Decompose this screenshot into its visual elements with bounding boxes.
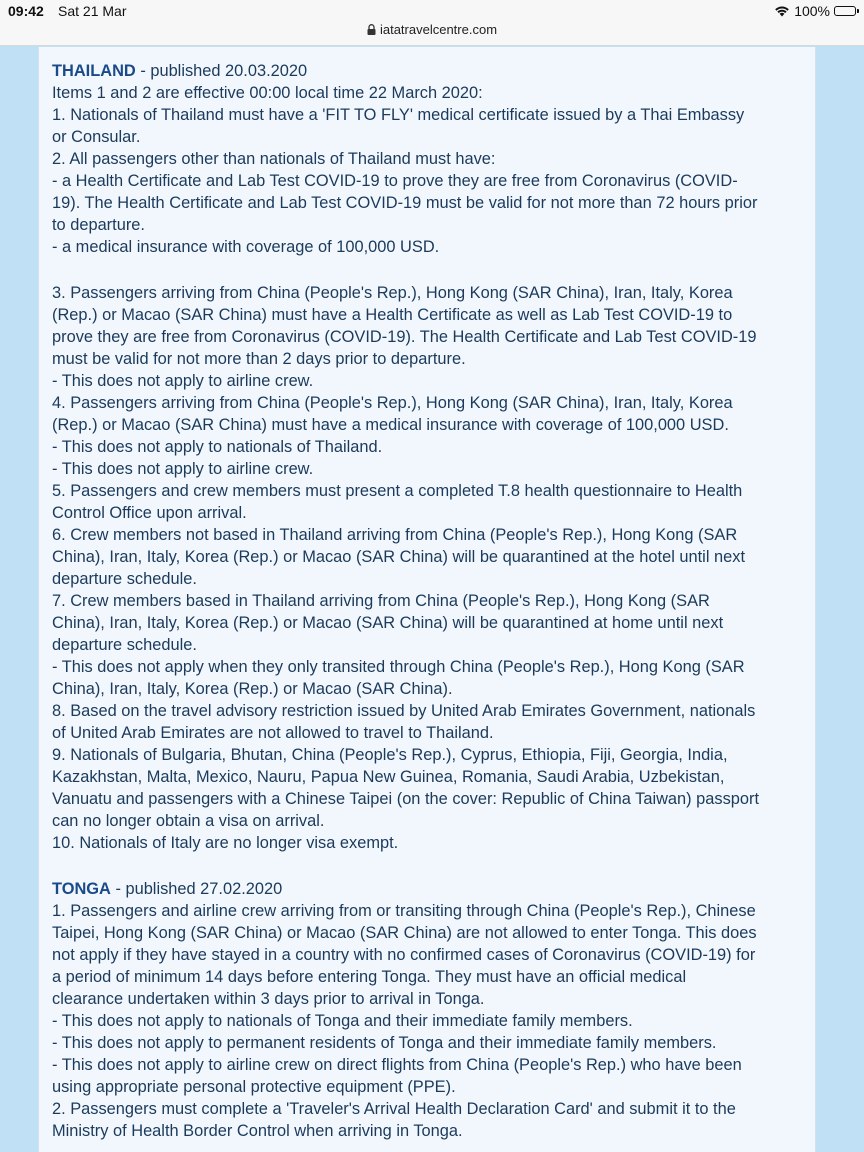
content-line <box>52 258 815 282</box>
content-line: 10. Nationals of Italy are no longer visa exempt. <box>52 834 399 852</box>
content-line: clearance undertaken within 3 days prior to arrival in Tonga. <box>52 990 485 1008</box>
content-line: to departure. <box>52 216 145 234</box>
content-line: can no longer obtain a visa on arrival. <box>52 812 325 830</box>
content-line: (Rep.) or Macao (SAR China) must have a medical insurance with coverage of 100,000 USD. <box>52 416 729 434</box>
content-line: Vanuatu and passengers with a Chinese Taipei (on the cover: Republic of China Taiwan) passport <box>52 790 760 808</box>
country-name: THAILAND <box>52 62 136 80</box>
published-date: - published 27.02.2020 <box>110 880 283 898</box>
content-line: - This does not apply to nationals of Tonga and their immediate family members. <box>52 1012 633 1030</box>
content-line: 7. Crew members based in Thailand arriving from China (People's Rep.), Hong Kong (SAR <box>52 592 710 610</box>
content-line: must be valid for not more than 2 days prior to departure. <box>52 350 466 368</box>
content-line: (Rep.) or Macao (SAR China) must have a Health Certificate as well as Lab Test COVID-19 to <box>52 306 733 324</box>
content-line: 5. Passengers and crew members must present a completed T.8 health questionnaire to Health <box>52 482 743 500</box>
status-date: Sat 21 Mar <box>58 3 127 19</box>
content-line: China), Iran, Italy, Korea (Rep.) or Macao (SAR China). <box>52 680 453 698</box>
published-date: - published 20.03.2020 <box>135 62 308 80</box>
status-time: 09:42 <box>8 3 44 19</box>
content-line: 1. Nationals of Thailand must have a 'FIT TO FLY' medical certificate issued by a Thai Embassy <box>52 106 745 124</box>
content-line: Ministry of Health Border Control when arriving in Tonga. <box>52 1122 463 1140</box>
url-text: iatatravelcentre.com <box>379 22 498 37</box>
content-line: of United Arab Emirates are not allowed to travel to Thailand. <box>52 724 494 742</box>
content-line: prove they are free from Coronavirus (COVID-19). The Health Certificate and Lab Test COVID-19 <box>52 328 757 346</box>
status-bar <box>0 0 864 46</box>
battery-icon <box>834 6 856 16</box>
content-line: 3. Passengers arriving from China (People's Rep.), Hong Kong (SAR China), Iran, Italy, Korea <box>52 284 733 302</box>
content-line: - This does not apply to permanent residents of Tonga and their immediate family members. <box>52 1034 717 1052</box>
content-line: - This does not apply to airline crew. <box>52 372 314 390</box>
wifi-icon <box>774 5 790 17</box>
status-right <box>774 3 856 19</box>
battery-percent: 100% <box>794 3 830 19</box>
page-content <box>38 47 816 1152</box>
content-line <box>52 854 815 878</box>
content-line: 1. Passengers and airline crew arriving from or transiting through China (People's Rep.), Chinese <box>52 902 756 920</box>
content-line: 9. Nationals of Bulgaria, Bhutan, China (People's Rep.), Cyprus, Ethiopia, Fiji, Georgia, India, <box>52 746 728 764</box>
section-heading <box>52 878 815 900</box>
content-line: - This does not apply to nationals of Thailand. <box>52 438 383 456</box>
content-line: Taipei, Hong Kong (SAR China) or Macao (SAR China) are not allowed to enter Tonga. This does <box>52 924 757 942</box>
content-line: Control Office upon arrival. <box>52 504 247 522</box>
content-line: China), Iran, Italy, Korea (Rep.) or Macao (SAR China) will be quarantined at the hotel until next <box>52 548 745 566</box>
content-line: - This does not apply to airline crew on direct flights from China (People's Rep.) who have been <box>52 1056 742 1074</box>
content-line: 8. Based on the travel advisory restriction issued by United Arab Emirates Government, nationals <box>52 702 756 720</box>
content-line: 2. Passengers must complete a 'Traveler's Arrival Health Declaration Card' and submit it to the <box>52 1100 736 1118</box>
content-line: departure schedule. <box>52 570 197 588</box>
content-line: 2. All passengers other than nationals of Thailand must have: <box>52 150 496 168</box>
address-bar[interactable] <box>0 22 864 37</box>
content-line: - a medical insurance with coverage of 100,000 USD. <box>52 238 440 256</box>
section-heading <box>52 60 815 82</box>
content-line: Items 1 and 2 are effective 00:00 local time 22 March 2020: <box>52 84 483 102</box>
content-line: China), Iran, Italy, Korea (Rep.) or Macao (SAR China) will be quarantined at home until next <box>52 614 724 632</box>
content-line: or Consular. <box>52 128 141 146</box>
content-line: not apply if they have stayed in a country with no confirmed cases of Coronavirus (COVID-19) for <box>52 946 756 964</box>
content-line: - This does not apply to airline crew. <box>52 460 314 478</box>
content-line: a period of minimum 14 days before entering Tonga. They must have an official medical <box>52 968 687 986</box>
content-line: - a Health Certificate and Lab Test COVID-19 to prove they are free from Coronavirus (COVID- <box>52 172 738 190</box>
content-line: 6. Crew members not based in Thailand arriving from China (People's Rep.), Hong Kong (SAR <box>52 526 738 544</box>
content-line: departure schedule. <box>52 636 197 654</box>
content-line: 19). The Health Certificate and Lab Test COVID-19 must be valid for not more than 72 hours prior <box>52 194 758 212</box>
content-line: - This does not apply when they only transited through China (People's Rep.), Hong Kong (SAR <box>52 658 745 676</box>
lock-icon <box>367 24 376 35</box>
content-line: using appropriate personal protective equipment (PPE). <box>52 1078 456 1096</box>
content-line: 4. Passengers arriving from China (People's Rep.), Hong Kong (SAR China), Iran, Italy, Korea <box>52 394 733 412</box>
country-name: TONGA <box>52 880 111 898</box>
content-line: Kazakhstan, Malta, Mexico, Nauru, Papua New Guinea, Romania, Saudi Arabia, Uzbekistan, <box>52 768 725 786</box>
